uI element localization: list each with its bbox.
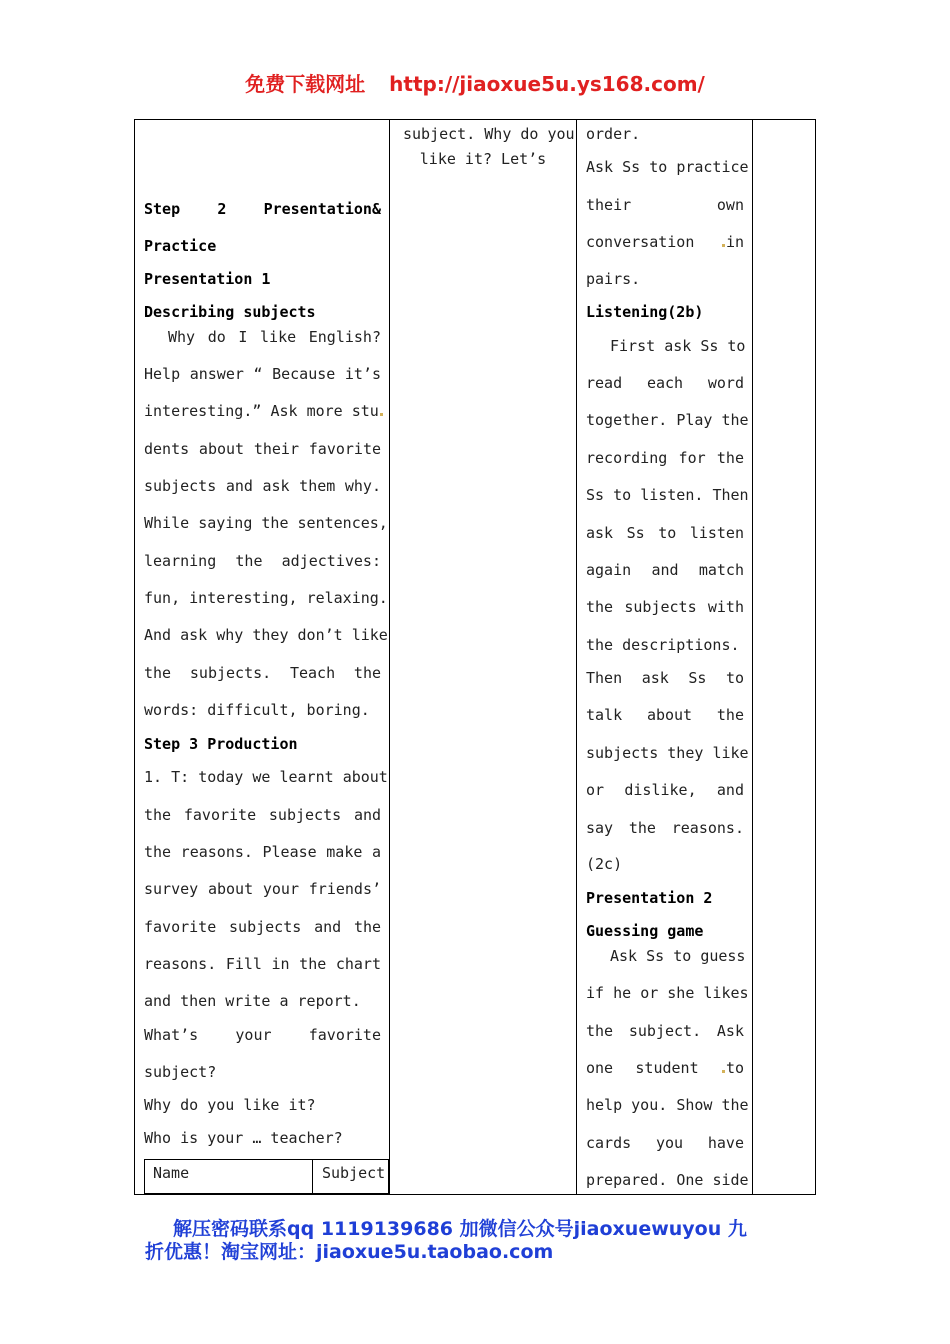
text-line: First ask Ss to xyxy=(610,337,746,355)
header-url[interactable]: http://jiaoxue5u.ys168.com/ xyxy=(389,72,705,96)
text-line: or dislike, and xyxy=(586,781,744,799)
presentation2-heading: Presentation 2 xyxy=(586,889,713,907)
chart-divider xyxy=(312,1160,313,1193)
text-line: Ss to listen. Then xyxy=(586,486,749,504)
text-line: recording for the xyxy=(586,449,744,467)
text-line: Why do I like English? xyxy=(168,328,381,346)
text-line: Ask Ss to practice xyxy=(586,158,749,176)
survey-question: What’s your favorite xyxy=(144,1026,381,1044)
lesson-plan-table xyxy=(134,119,816,1195)
text-line: and then write a report. xyxy=(144,992,361,1010)
text-line: 1. T: today we learnt about xyxy=(144,768,388,786)
text-line: read each word xyxy=(586,374,744,392)
text-line: together. Play the xyxy=(586,411,749,429)
text-line: the subjects. Teach the xyxy=(144,664,382,682)
text-line: subjects and ask them why. xyxy=(144,477,381,495)
describing-subjects-heading: Describing subjects xyxy=(144,303,316,321)
text-line: one student to xyxy=(586,1059,744,1077)
text-line: words: difficult, boring. xyxy=(144,701,370,719)
text-line: survey about your friends’ xyxy=(144,880,382,898)
contact-footer xyxy=(145,1218,785,1264)
download-header xyxy=(0,68,950,97)
text-line: subjects they like xyxy=(586,744,749,762)
text-line: again and match xyxy=(586,561,744,579)
text-line: While saying the sentences, xyxy=(144,514,388,532)
text-line: Then ask Ss to xyxy=(586,669,745,687)
text-line: order. xyxy=(586,125,641,143)
column-divider xyxy=(752,120,753,1194)
text-line: (2c) xyxy=(586,855,623,873)
text-line: the favorite subjects and xyxy=(144,806,382,824)
text-line: ask Ss to listen xyxy=(586,524,744,542)
text-line: favorite subjects and the xyxy=(144,918,382,936)
survey-question: subject? xyxy=(144,1063,217,1081)
header-text: 免费下载网址 xyxy=(245,72,366,96)
step2-heading: Step 2 Presentation& xyxy=(144,200,381,218)
text-line: cards you have xyxy=(586,1134,744,1152)
text-line: if he or she likes xyxy=(586,984,749,1002)
text-line: the reasons. Please make a xyxy=(144,843,381,861)
text-line: prepared. One side xyxy=(586,1171,749,1189)
text-line: say the reasons. xyxy=(586,819,744,837)
text-line: subject. Why do you xyxy=(403,125,575,143)
text-line: reasons. Fill in the chart xyxy=(144,955,381,973)
listening-heading: Listening(2b) xyxy=(586,303,704,321)
footer-line: 折优惠！淘宝网址：jiaoxue5u.taobao.com xyxy=(145,1241,554,1263)
practice-heading: Practice xyxy=(144,237,217,255)
text-line: interesting.” Ask more stu xyxy=(144,402,381,420)
text-line: the descriptions. xyxy=(586,636,740,654)
survey-question: Why do you like it? xyxy=(144,1096,316,1114)
survey-question: Who is your … teacher? xyxy=(144,1129,343,1147)
text-line: dents about their favorite xyxy=(144,440,382,458)
step3-heading: Step 3 Production xyxy=(144,735,298,753)
footer-line: 解压密码联系qq 1119139686 加微信公众号jiaoxuewuyou 九 xyxy=(173,1218,747,1240)
text-line: like it? Let’s xyxy=(419,150,547,168)
text-line: talk about the xyxy=(586,706,744,724)
chart-header-subject: Subject xyxy=(322,1164,386,1182)
text-line: Help answer “ Because it’s xyxy=(144,365,381,383)
text-line: And ask why they don’t like xyxy=(144,626,388,644)
text-line: the subject. Ask xyxy=(586,1022,744,1040)
column-divider xyxy=(576,120,577,1194)
text-line: pairs. xyxy=(586,270,641,288)
presentation1-heading: Presentation 1 xyxy=(144,270,271,288)
text-line: Ask Ss to guess xyxy=(610,947,746,965)
guessing-game-heading: Guessing game xyxy=(586,922,704,940)
chart-header-name: Name xyxy=(153,1164,190,1182)
text-line: help you. Show the xyxy=(586,1096,749,1114)
text-line: conversation in xyxy=(586,233,744,251)
text-line: their own xyxy=(586,196,744,214)
text-line: learning the adjectives: xyxy=(144,552,381,570)
survey-chart xyxy=(144,1159,389,1195)
text-line: fun, interesting, relaxing. xyxy=(144,589,388,607)
column-divider xyxy=(389,120,390,1194)
text-line: the subjects with xyxy=(586,598,744,616)
